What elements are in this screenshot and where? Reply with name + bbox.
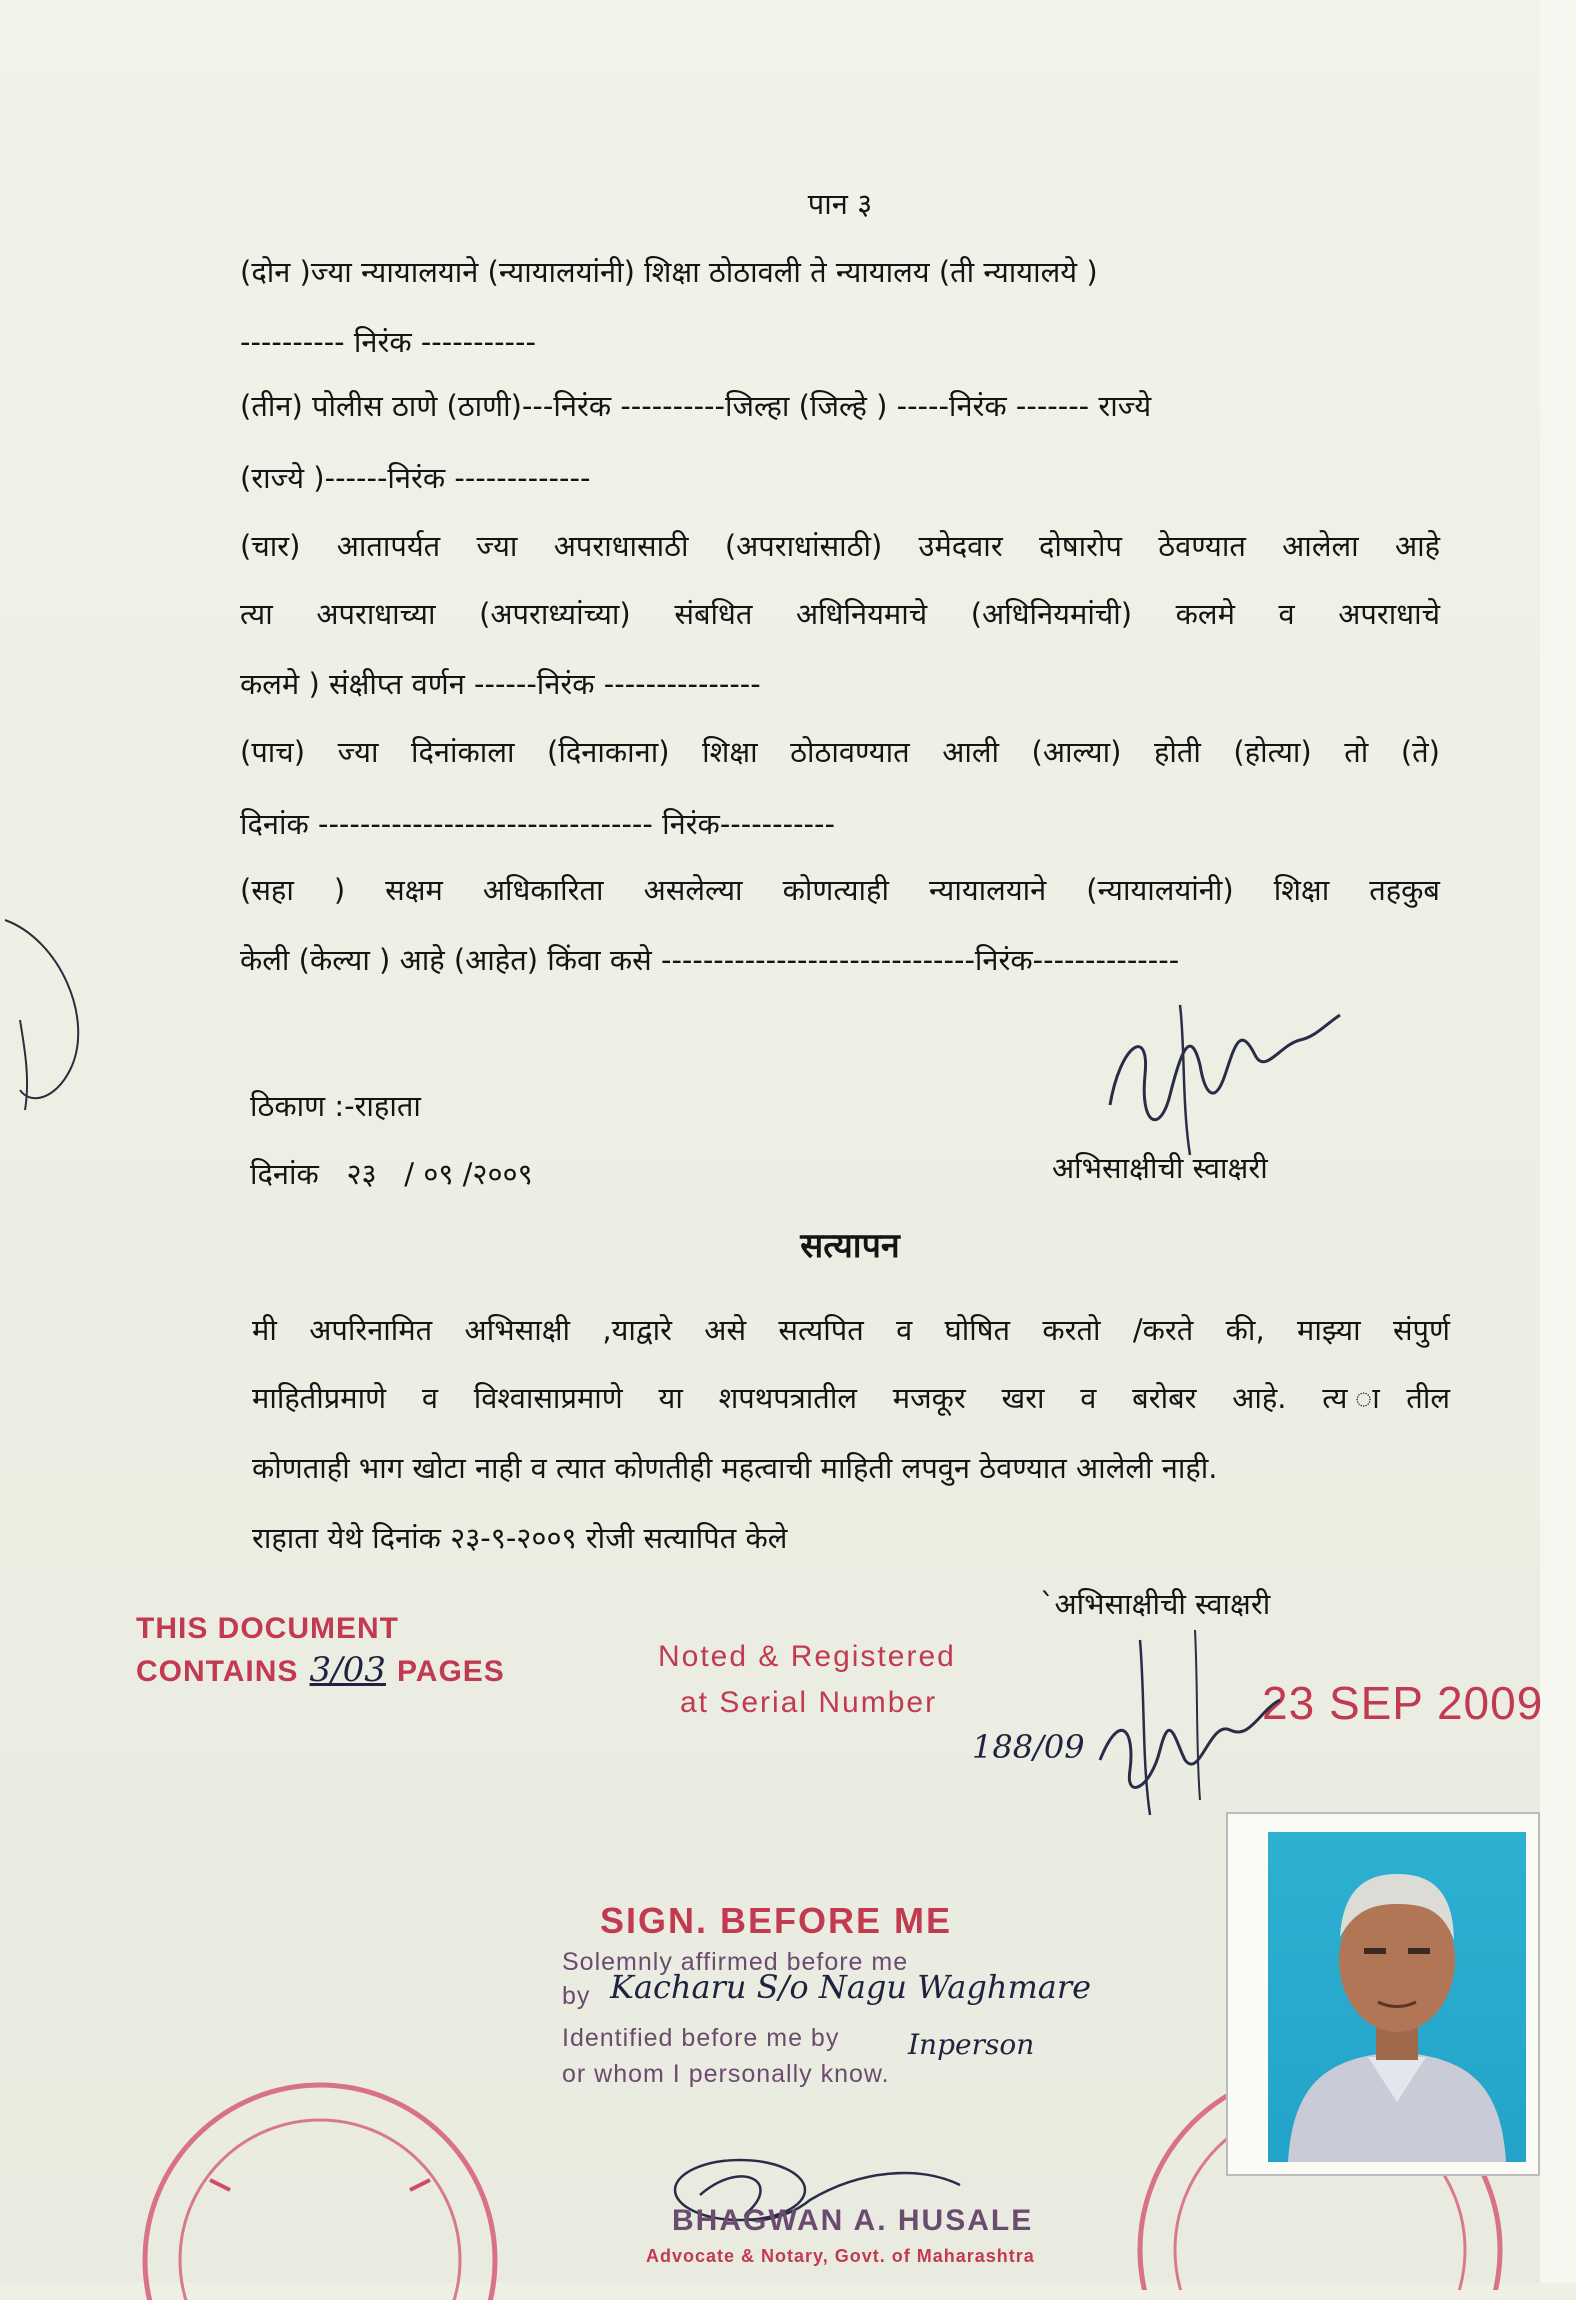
verification-line-3: कोणताही भाग खोटा नाही व त्यात कोणतीही महत्वाची माहिती लपवुन ठेवण्यात आलेली नाही. [252, 1451, 1218, 1485]
clause-three-continued: (राज्ये )------निरंक ------------- [240, 461, 591, 495]
serial-handwritten: 188/09 [972, 1728, 1085, 1766]
pages-stamp-suffix: PAGES [397, 1655, 505, 1688]
margin-mark [0, 900, 100, 1140]
clause-five-line-2: दिनांक -------------------------------- निरंक----------- [240, 807, 835, 841]
deponent-photo [1226, 1812, 1540, 2176]
noted-stamp-line-2: at Serial Number [680, 1686, 938, 1719]
notary-name: BHAGWAN A. HUSALE [672, 2204, 1034, 2237]
deponent-name-handwritten: Kacharu S/o Nagu Waghmare [610, 1968, 1092, 2006]
solemnly-affirmed: Solemnly affirmed before me [562, 1948, 909, 1976]
date: दिनांक २३ / ०९ /२००९ [250, 1157, 533, 1191]
sign-before-me: SIGN. BEFORE ME [600, 1900, 953, 1941]
pages-handwritten: 3/03 [309, 1650, 386, 1690]
deponent-signature-2 [1080, 1610, 1300, 1820]
personally-know: or whom I personally know. [562, 2060, 890, 2088]
identified-handwritten: Inperson [908, 2028, 1035, 2061]
date-stamp: 23 SEP 2009 [1262, 1677, 1544, 1729]
clause-four-line-2: त्या अपराधाच्या (अपराध्यांच्या) संबधित अधिनियमाचे (अधिनियमांची) कलमे व अपराधाचे [240, 597, 1440, 631]
pages-stamp-line-1: THIS DOCUMENT [136, 1612, 399, 1645]
clause-four-line-1: (चार) आतापर्यत ज्या अपराधासाठी (अपराधांसाठी) उमेदवार दोषारोप ठेवण्यात आलेला आहे [240, 529, 1440, 563]
deponent-signature [1090, 985, 1350, 1165]
pages-stamp-prefix: CONTAINS [136, 1655, 299, 1688]
notary-seal-left [130, 2060, 510, 2300]
verification-line-2: माहितीप्रमाणे व विश्वासाप्रमाणे या शपथपत्रातील मजकूर खरा व बरोबर आहे. त्य ातील [252, 1381, 1450, 1415]
deponent-signature-label: अभिसाक्षीची स्वाक्षरी [1052, 1151, 1268, 1185]
clause-six-line-1: (सहा ) सक्षम अधिकारिता असलेल्या कोणत्याही न्यायालयाने (न्यायालयांनी) शिक्षा तहकुब [240, 873, 1440, 907]
clause-three-line: (तीन) पोलीस ठाणे (ठाणी)---निरंक ----------जिल्हा (जिल्हे ) -----निरंक ------- राज्ये [240, 389, 1152, 423]
notary-title: Advocate & Notary, Govt. of Maharashtra [646, 2246, 1035, 2266]
clause-two-line: (दोन )ज्या न्यायालयाने (न्यायालयांनी) शिक्षा ठोठावली ते न्यायालय (ती न्यायालये ) [240, 255, 1098, 289]
verification-line-1: मी अपरिनामित अभिसाक्षी ,याद्वारे असे सत्यपित व घोषित करतो /करते की, माझ्या संपुर्ण [252, 1313, 1450, 1347]
by-label: by [562, 1982, 591, 2010]
page-label: पान ३ [807, 187, 873, 221]
photo-background [1268, 1832, 1526, 2162]
clause-two-nil: ---------- निरंक ----------- [240, 325, 536, 359]
identified-label: Identified before me by [562, 2024, 840, 2052]
verification-line-4: राहाता येथे दिनांक २३-९-२००९ रोजी सत्यापित केले [252, 1521, 788, 1555]
place: ठिकाण :-राहाता [250, 1089, 421, 1123]
clause-five-line-1: (पाच) ज्या दिनांकाला (दिनाकाना) शिक्षा ठोठावण्यात आली (आल्या) होती (होत्या) तो (ते) [240, 735, 1440, 769]
clause-six-line-2: केली (केल्या ) आहे (आहेत) किंवा कसे ------------------------------निरंक-------------- [240, 943, 1180, 977]
noted-stamp-line-1: Noted & Registered [658, 1640, 956, 1673]
clause-four-line-3: कलमे ) संक्षीप्त वर्णन ------निरंक --------------- [240, 667, 761, 701]
pages-stamp-line-2 [136, 1650, 505, 1690]
person-figure [1268, 1832, 1526, 2162]
deponent-signature-label-2: `अभिसाक्षीची स्वाक्षरी [1040, 1587, 1271, 1621]
page-edge [1540, 0, 1576, 2283]
verification-heading: सत्यापन [800, 1226, 900, 1266]
